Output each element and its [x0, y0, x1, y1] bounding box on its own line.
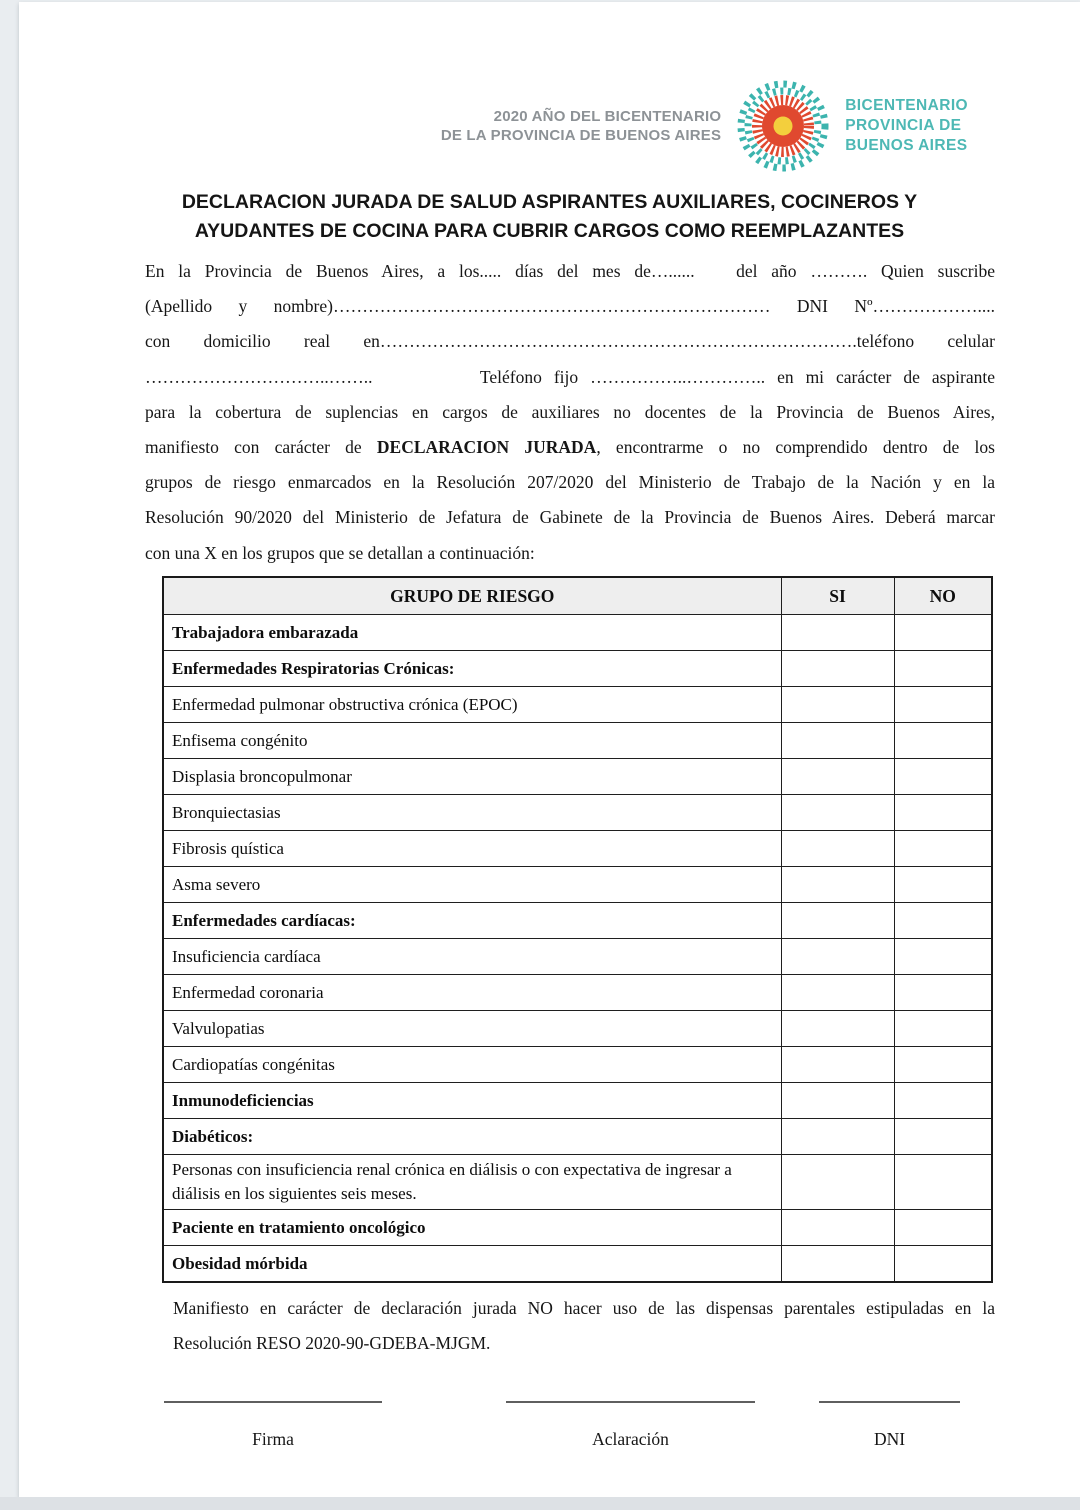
intro-line6-bold: DECLARACION JURADA [376, 436, 597, 457]
table-row [163, 1083, 992, 1119]
no-checkbox-cell[interactable] [894, 1119, 992, 1155]
table-header-row [163, 577, 992, 615]
si-checkbox-cell[interactable] [781, 651, 894, 687]
header-si: SI [781, 577, 894, 615]
table-row [163, 1047, 992, 1083]
no-checkbox-cell[interactable] [894, 867, 992, 903]
wordmark-line-2: PROVINCIA DE [845, 117, 962, 134]
page-header [441, 78, 968, 174]
scanned-form-page [19, 2, 1080, 1497]
intro-line: para la cobertura de suplencias en cargos de auxiliares no docentes de la Provincia de Buenos Aires, [145, 401, 995, 422]
si-checkbox-cell[interactable] [781, 867, 894, 903]
risk-group-table [162, 576, 993, 1283]
si-checkbox-cell[interactable] [781, 939, 894, 975]
si-checkbox-cell[interactable] [781, 615, 894, 651]
table-row [163, 903, 992, 939]
table-row [163, 651, 992, 687]
no-checkbox-cell[interactable] [894, 687, 992, 723]
risk-label: Fibrosis quística [163, 831, 781, 867]
no-checkbox-cell[interactable] [894, 1047, 992, 1083]
no-checkbox-cell[interactable] [894, 795, 992, 831]
background-strip [0, 1497, 1080, 1510]
intro-line6-post: , encontrarme o no comprendido dentro de los [596, 436, 995, 457]
no-checkbox-cell[interactable] [894, 1155, 992, 1210]
risk-label: Paciente en tratamiento oncológico [163, 1210, 781, 1246]
si-checkbox-cell[interactable] [781, 903, 894, 939]
closing-paragraph [173, 1291, 995, 1361]
table-row [163, 1011, 992, 1047]
intro-line: Resolución 90/2020 del Ministerio de Jefatura de Gabinete de la Provincia de Buenos Aires. Deberá marcar [145, 507, 995, 528]
si-checkbox-cell[interactable] [781, 1047, 894, 1083]
no-checkbox-cell[interactable] [894, 615, 992, 651]
no-checkbox-cell[interactable] [894, 903, 992, 939]
table-row [163, 795, 992, 831]
intro-line6-pre: manifiesto con carácter de [145, 436, 377, 457]
table-row [163, 1119, 992, 1155]
form-title [19, 188, 1080, 246]
intro-line: con domicilio real en……………………………………………………………………….teléfono celular [145, 331, 995, 352]
risk-label: Enfermedades Respiratorias Crónicas: [163, 651, 781, 687]
si-checkbox-cell[interactable] [781, 1246, 894, 1283]
firma-label: Firma [252, 1429, 294, 1449]
risk-label: Insuficiencia cardíaca [163, 939, 781, 975]
si-checkbox-cell[interactable] [781, 723, 894, 759]
risk-label: Trabajadora embarazada [163, 615, 781, 651]
risk-label: Enfermedad coronaria [163, 975, 781, 1011]
intro-line [145, 430, 995, 465]
closing-line-1: Manifiesto en carácter de declaración jurada NO hacer uso de las dispensas parentales estipuladas en la [173, 1298, 995, 1318]
si-checkbox-cell[interactable] [781, 795, 894, 831]
si-checkbox-cell[interactable] [781, 975, 894, 1011]
table-row [163, 1155, 992, 1210]
wordmark-line-3: BUENOS AIRES [845, 137, 968, 154]
aclaracion-label: Aclaración [592, 1429, 669, 1449]
risk-label: Enfermedad pulmonar obstructiva crónica (EPOC) [163, 687, 781, 723]
risk-label: Diabéticos: [163, 1119, 781, 1155]
risk-label: Obesidad mórbida [163, 1246, 781, 1283]
si-checkbox-cell[interactable] [781, 831, 894, 867]
risk-label: Asma severo [163, 867, 781, 903]
table-row [163, 975, 992, 1011]
si-checkbox-cell[interactable] [781, 1119, 894, 1155]
intro-line: (Apellido y nombre)………………………………………………………………… DNI Nº……………….... [145, 296, 995, 317]
table-row [163, 867, 992, 903]
no-checkbox-cell[interactable] [894, 975, 992, 1011]
no-checkbox-cell[interactable] [894, 759, 992, 795]
no-checkbox-cell[interactable] [894, 723, 992, 759]
intro-paragraph [145, 254, 995, 571]
table-row [163, 1210, 992, 1246]
no-checkbox-cell[interactable] [894, 939, 992, 975]
risk-label: Personas con insuficiencia renal crónica en diálisis o con expectativa de ingresar a diálisis en los siguientes seis meses. [163, 1155, 781, 1210]
signature-block-dni [819, 1401, 960, 1450]
intro-line: En la Provincia de Buenos Aires, a los..... días del mes de…...... del año ………. Quien suscribe [145, 261, 995, 281]
si-checkbox-cell[interactable] [781, 1210, 894, 1246]
intro-line: con una X en los grupos que se detallan a continuación: [145, 542, 535, 563]
no-checkbox-cell[interactable] [894, 831, 992, 867]
table-row [163, 1246, 992, 1283]
risk-label: Enfermedades cardíacas: [163, 903, 781, 939]
risk-table-body [163, 615, 992, 1283]
si-checkbox-cell[interactable] [781, 759, 894, 795]
wordmark-line-1: BICENTENARIO [845, 97, 968, 114]
table-row [163, 831, 992, 867]
signature-block-aclaracion [506, 1401, 755, 1450]
risk-label: Cardiopatías congénitas [163, 1047, 781, 1083]
header-no: NO [894, 577, 992, 615]
no-checkbox-cell[interactable] [894, 1083, 992, 1119]
closing-line-2: Resolución RESO 2020-90-GDEBA-MJGM. [173, 1333, 491, 1354]
risk-label: Enfisema congénito [163, 723, 781, 759]
risk-label: Displasia broncopulmonar [163, 759, 781, 795]
table-row [163, 615, 992, 651]
firma-signature-line[interactable] [164, 1401, 382, 1403]
risk-label: Bronquiectasias [163, 795, 781, 831]
si-checkbox-cell[interactable] [781, 687, 894, 723]
aclaracion-signature-line[interactable] [506, 1401, 755, 1403]
table-row [163, 759, 992, 795]
bicentenario-slogan [441, 107, 721, 145]
form-title-line-1: DECLARACION JURADA DE SALUD ASPIRANTES AUXILIARES, COCINEROS Y [181, 191, 918, 213]
intro-line: grupos de riesgo enmarcados en la Resolución 207/2020 del Ministerio de Trabajo de la Nación y en la [145, 472, 995, 493]
risk-label: Valvulopatias [163, 1011, 781, 1047]
si-checkbox-cell[interactable] [781, 1083, 894, 1119]
no-checkbox-cell[interactable] [894, 1246, 992, 1283]
dni-signature-line[interactable] [819, 1401, 960, 1403]
no-checkbox-cell[interactable] [894, 1210, 992, 1246]
slogan-line-1: 2020 AÑO DEL BICENTENARIO [493, 108, 722, 125]
si-checkbox-cell[interactable] [781, 1155, 894, 1210]
bicentenario-flower-logo-icon [735, 78, 831, 174]
form-title-line-2: AYUDANTES DE COCINA PARA CUBRIR CARGOS COMO REEMPLAZANTES [194, 220, 905, 242]
risk-label: Inmunodeficiencias [163, 1083, 781, 1119]
table-row [163, 939, 992, 975]
signature-block-firma [164, 1401, 382, 1450]
si-checkbox-cell[interactable] [781, 1011, 894, 1047]
table-row [163, 687, 992, 723]
logo-wordmark [845, 96, 968, 156]
table-row [163, 723, 992, 759]
slogan-line-2: DE LA PROVINCIA DE BUENOS AIRES [440, 127, 722, 144]
dni-label: DNI [873, 1429, 906, 1449]
no-checkbox-cell[interactable] [894, 1011, 992, 1047]
intro-line: …………………………..…….. Teléfono fijo ……………..………….. en mi carácter de aspirante [145, 366, 995, 387]
header-grupo-de-riesgo: GRUPO DE RIESGO [163, 577, 781, 615]
no-checkbox-cell[interactable] [894, 651, 992, 687]
